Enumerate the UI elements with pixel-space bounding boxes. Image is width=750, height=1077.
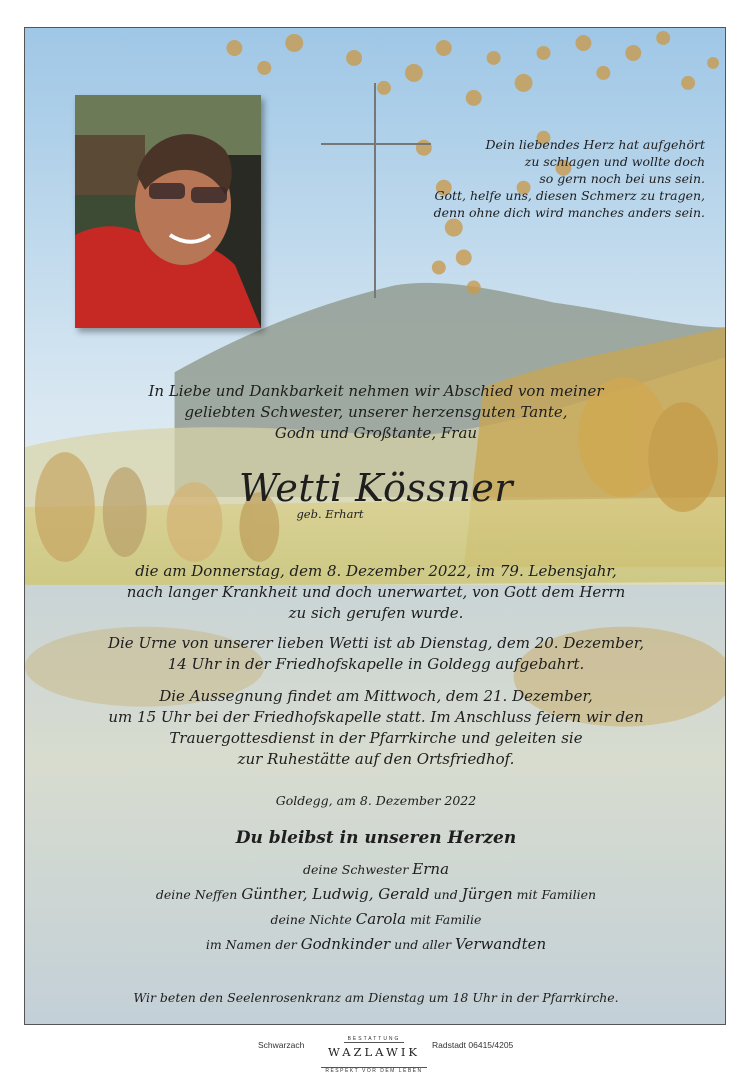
death-notice — [25, 561, 726, 624]
relatives-line — [25, 932, 726, 957]
relation-label: deine Neffen — [155, 887, 242, 902]
relation-label: und — [429, 887, 462, 902]
relation-label: mit Familie — [406, 912, 482, 927]
logo-top-text: BESTATTUNG — [344, 1036, 405, 1043]
relation-label: deine Nichte — [270, 912, 356, 927]
relative-name: Jürgen — [461, 885, 513, 903]
relatives-line — [25, 907, 726, 932]
relative-name: Erna — [412, 860, 450, 878]
relatives-list — [25, 857, 726, 957]
relatives-line — [25, 857, 726, 882]
verse-line: Gott, helfe uns, diesen Schmerz zu tragen, — [434, 188, 705, 203]
place-date: Goldegg, am 8. Dezember 2022 — [275, 793, 477, 808]
maiden-name: geb. Erhart — [296, 507, 364, 521]
relative-name: Godnkinder — [300, 935, 391, 953]
intro-line: Godn und Großtante, Frau — [274, 424, 478, 442]
rosary-notice: Wir beten den Seelenrosenkranz am Dienstag um 18 Uhr in der Pfarrkirche. — [133, 990, 619, 1005]
relation-label: im Namen der — [205, 937, 301, 952]
death-line: nach langer Krankheit und doch unerwartet, von Gott dem Herrn — [126, 583, 626, 601]
memorial-verse — [405, 136, 705, 221]
blessing-notice — [25, 686, 726, 770]
blessing-line: um 15 Uhr bei der Friedhofskapelle statt. Im Anschluss feiern wir den — [108, 708, 644, 726]
relation-label: mit Familien — [512, 887, 597, 902]
verse-line: Dein liebendes Herz hat aufgehört — [485, 137, 705, 152]
relative-name: Günther, Ludwig, Gerald — [241, 885, 430, 903]
relation-label: deine Schwester — [302, 862, 413, 877]
footer-location-right: Radstadt 06415/4205 — [432, 1040, 514, 1050]
urn-line: 14 Uhr in der Friedhofskapelle in Goldegg aufgebahrt. — [167, 655, 585, 673]
intro-line: geliebten Schwester, unserer herzensguten Tante, — [184, 403, 568, 421]
logo-bottom-text: RESPEKT VOR DEM LEBEN — [321, 1067, 426, 1074]
deceased-name: Wetti Kössner — [238, 466, 514, 510]
verse-line: zu schlagen und wollte doch — [524, 154, 705, 169]
relatives-line — [25, 882, 726, 907]
verse-line: so gern noch bei uns sein. — [539, 171, 705, 186]
death-line: die am Donnerstag, dem 8. Dezember 2022, im 79. Lebensjahr, — [135, 562, 617, 580]
urn-notice — [25, 633, 726, 675]
verse-line: denn ohne dich wird manches anders sein. — [433, 205, 705, 220]
urn-line: Die Urne von unserer lieben Wetti ist ab Dienstag, dem 20. Dezember, — [107, 634, 644, 652]
undertaker-footer — [0, 1025, 750, 1074]
undertaker-logo — [318, 1027, 430, 1074]
relation-label: und aller — [390, 937, 456, 952]
footer-location-left: Schwarzach — [258, 1040, 305, 1050]
relative-name: Carola — [355, 910, 407, 928]
logo-name: WAZLAWIK — [328, 1045, 420, 1059]
blessing-line: zur Ruhestätte auf den Ortsfriedhof. — [237, 750, 515, 768]
blessing-line: Die Aussegnung findet am Mittwoch, dem 21. Dezember, — [159, 687, 593, 705]
death-line: zu sich gerufen wurde. — [288, 604, 464, 622]
intro-line: In Liebe und Dankbarkeit nehmen wir Abschied von meiner — [148, 382, 604, 400]
remembrance-heading: Du bleibst in unseren Herzen — [235, 828, 517, 848]
blessing-line: Trauergottesdienst in der Pfarrkirche und geleiten sie — [169, 729, 583, 747]
intro-text — [25, 381, 726, 444]
relative-name: Verwandten — [455, 935, 547, 953]
portrait-photo — [75, 95, 261, 328]
obituary-card — [24, 27, 726, 1025]
